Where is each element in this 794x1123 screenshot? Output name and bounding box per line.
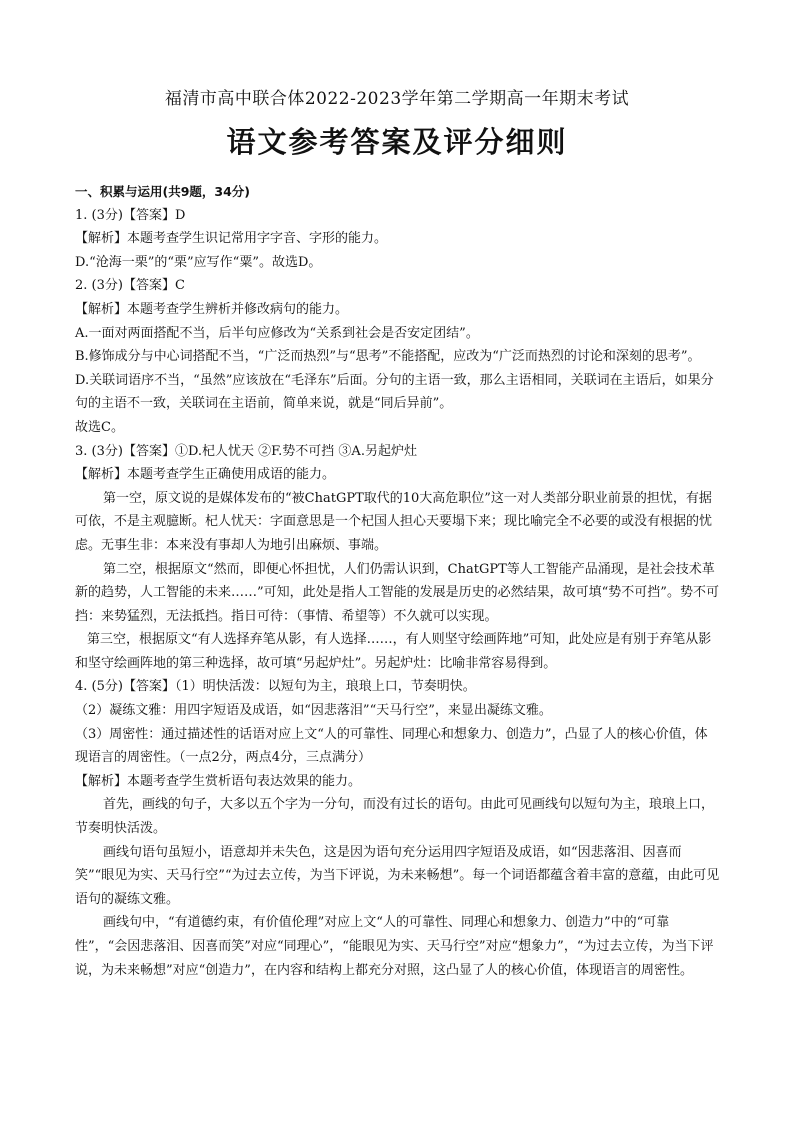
q4-paragraph-3: 画线句中，“有道德约束，有价值伦理”对应上文“人的可靠性、同理心和想象力、创造力”中的“可靠性”，“会因悲落泪、因喜而笑”对应“同理心”，“能眼见为实、天马行空”对应“想象力”，“为过去立传，为当下评说，为未来畅想”对应“创造力”，在内容和结构上都充分对照，这凸显了人的核心价值，体现语言的周密性。 xyxy=(75,915,714,978)
q4-answer: 4. (5分)【答案】（1）明快活泼：以短句为主，琅琅上口，节奏明快。 xyxy=(75,679,476,695)
q1-analysis: 【解析】本题考查学生识记常用字字音、字形的能力。 xyxy=(75,231,388,247)
q4-answer-3: （3）周密性：通过描述性的话语对应上文“人的可靠性、同理心和想象力、创造力”，凸显了人的核心价值，体现语言的周密性。（一点2分，两点4分，三点满分） xyxy=(75,726,708,766)
q1-answer: 1. (3分)【答案】D xyxy=(75,207,186,223)
q3-paragraph-3: 第三空，根据原文“有人选择弃笔从影，有人选择……，有人则坚守绘画阵地”可知，此处应是有别于弃笔从影和坚守绘画阵地的第三种选择，故可填“另起炉灶”。另起炉灶：比喻非常容易得到。 xyxy=(75,632,712,671)
q1-detail: D.“沧海一栗”的“栗”应写作“粟”。故选D。 xyxy=(75,254,322,270)
q2-conclusion: 故选C。 xyxy=(75,419,124,435)
q2-answer: 2. (3分)【答案】C xyxy=(75,278,185,294)
document-title: 语文参考答案及评分细则 xyxy=(226,125,568,159)
q3-answer: 3. (3分)【答案】①D.杞人忧天 ②F.势不可挡 ③A.另起炉灶 xyxy=(75,443,417,459)
q2-option-a: A.一面对两面搭配不当，后半句应修改为“关系到社会是否安定团结”。 xyxy=(75,325,479,341)
section-heading: 一、积累与运用(共9题，34分) xyxy=(75,184,251,199)
q4-answer-2: （2）凝练文雅：用四字短语及成语，如“因悲落泪”“天马行空”，来显出凝练文雅。 xyxy=(75,703,552,719)
exam-title: 福清市高中联合体2022-2023学年第二学期高一年期末考试 xyxy=(164,89,630,109)
document-body xyxy=(75,180,720,982)
q4-paragraph-1: 首先，画线的句子，大多以五个字为一分句，而没有过长的语句。由此可见画线句以短句为主，琅琅上口，节奏明快活泼。 xyxy=(75,797,715,837)
q3-paragraph-2: 第二空，根据原文“然而，即便心怀担忧，人们仍需认识到，ChatGPT等人工智能产品涌现，是社会技术革新的趋势，人工智能的未来……”可知，此处是指人工智能的发展是历史的必然结果，故可填“势不可挡”。势不可挡：来势猛烈，无法抵挡。指日可待：（事情、希望等）不久就可以实现。 xyxy=(75,561,719,624)
q2-option-b: B.修饰成分与中心词搭配不当，“广泛而热烈”与“思考”不能搭配，应改为“广泛而热烈的讨论和深刻的思考”。 xyxy=(75,349,701,365)
q2-option-d: D.关联词语序不当，“虽然”应该放在“毛泽东”后面。分句的主语一致，那么主语相同，关联词在主语后，如果分句的主语不一致，关联词在主语前，简单来说，就是“同后异前”。 xyxy=(75,372,714,412)
q4-paragraph-2: 画线句语句虽短小，语意却并未失色，这是因为语句充分运用四字短语及成语，如“因悲落泪、因喜而笑”“眼见为实、天马行空”“为过去立传，为当下评说，为未来畅想”。每一个词语都蕴含着丰富的意蕴，由此可见语句的凝练文雅。 xyxy=(75,844,720,907)
q2-analysis: 【解析】本题考查学生辨析并修改病句的能力。 xyxy=(75,301,349,317)
q3-paragraph-1: 第一空，原文说的是媒体发布的“被ChatGPT取代的10大高危职位”这一对人类部分职业前景的担忧，有据可依，不是主观臆断。杞人忧天：字面意思是一个杞国人担心天要塌下来；现比喻完全不必要的或没有根据的忧虑。无事生非：本来没有事却人为地引出麻烦、事端。 xyxy=(75,490,713,553)
q4-analysis: 【解析】本题考查学生赏析语句表达效果的能力。 xyxy=(75,773,362,789)
q3-analysis: 【解析】本题考查学生正确使用成语的能力。 xyxy=(75,467,336,483)
